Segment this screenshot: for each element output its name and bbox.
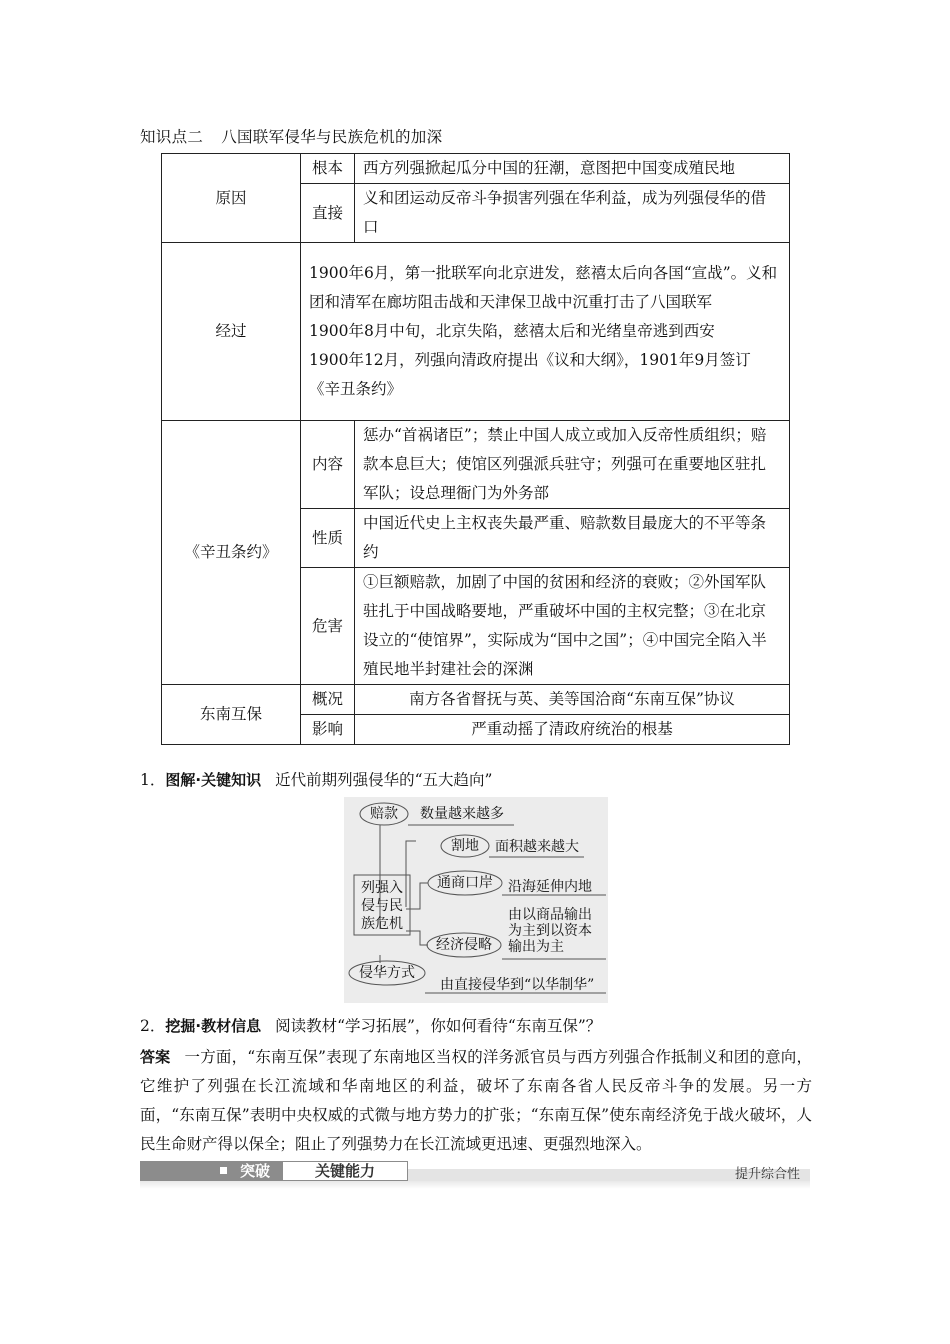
banner-shadow [140, 1181, 810, 1189]
section-banner [140, 1161, 810, 1191]
answer-paragraph [140, 1043, 812, 1159]
impact-label: 影响 [301, 715, 355, 745]
desc-economic: 由以商品输出为主到以资本输出为主 [508, 907, 592, 955]
southeast-label: 东南互保 [162, 685, 301, 745]
content-label: 内容 [301, 421, 355, 509]
mindmap-connector [406, 883, 428, 909]
q1-title: 图解·关键知识 [165, 771, 262, 789]
mindmap-connector [406, 931, 428, 945]
overview-text: 南方各省督抚与英、美等国洽商“东南互保”协议 [355, 685, 790, 715]
answer-label: 答案 [140, 1048, 171, 1066]
center-node: 列强入侵与民族危机 [361, 880, 403, 932]
root-text: 西方列强掀起瓜分中国的狂潮，意图把中国变成殖民地 [355, 154, 790, 184]
process-p3: 1900年12月，列强向清政府提出《议和大纲》，1901年9月签订《辛丑条约》 [309, 351, 751, 398]
cause-label: 原因 [162, 154, 301, 243]
harm-label: 危害 [301, 568, 355, 685]
node-economic: 经济侵略 [436, 937, 492, 953]
knowledge-table [161, 153, 790, 745]
overview-label: 概况 [301, 685, 355, 715]
section-heading [140, 125, 442, 147]
node-land: 割地 [451, 838, 479, 854]
q2-text: 阅读教材“学习拓展”，你如何看待“东南互保”？ [275, 1017, 602, 1035]
direct-label: 直接 [301, 184, 355, 243]
treaty-label: 《辛丑条约》 [162, 421, 301, 685]
process-text [301, 243, 790, 421]
desc-method: 由直接侵华到“以华制华” [440, 977, 595, 993]
root-label: 根本 [301, 154, 355, 184]
q2-number: 2． [140, 1017, 166, 1035]
q1-number: 1． [140, 771, 166, 789]
banner-right-text: 提升综合性 [734, 1167, 800, 1182]
banner-tag: 突破 [240, 1162, 271, 1180]
node-method: 侵华方式 [359, 965, 415, 981]
process-label: 经过 [162, 243, 301, 421]
harm-text: ①巨额赔款，加剧了中国的贫困和经济的衰败；②外国军队驻扎于中国战略要地，严重破坏中国的主权完整；③在北京设立的“使馆界”，实际成为“国中之国”；④中国完全陷入半殖民地半封建社会的深渊 [355, 568, 790, 685]
desc-land: 面积越来越大 [495, 839, 579, 855]
direct-text: 义和团运动反帝斗争损害列强在华利益，成为列强侵华的借口 [355, 184, 790, 243]
node-indemnity: 赔款 [370, 806, 398, 822]
section-title: 八国联军侵华与民族危机的加深 [221, 128, 443, 146]
nature-label: 性质 [301, 509, 355, 568]
banner-title: 关键能力 [314, 1162, 375, 1180]
answer-text: 一方面，“东南互保”表现了东南地区当权的洋务派官员与西方列强合作抵制义和团的意向，它维护了列强在长江流域和华南地区的利益，破坏了东南各省人民反帝斗争的发展。另一方面，“东南互保”表明中央权威的式微与地方势力的扩张；“东南互保”使东南经济免于战火破坏，人民生命财产得以保全；阻止了列强势力在长江流域更迅速、更强烈地深入。 [140, 1048, 812, 1153]
content-text: 惩办“首祸诸臣”；禁止中国人成立或加入反帝性质组织；赔款本息巨大；使馆区列强派兵驻守；列强可在重要地区驻扎军队；设总理衙门为外务部 [355, 421, 790, 509]
q1-text: 近代前期列强侵华的“五大趋向” [275, 771, 493, 789]
mindmap-diagram [344, 797, 608, 1003]
desc-ports: 沿海延伸内地 [508, 879, 592, 895]
square-bullet-icon [220, 1167, 227, 1174]
process-p1: 1900年6月，第一批联军向北京进发，慈禧太后向各国“宣战”。义和团和清军在廊坊阻击战和天津保卫战中沉重打击了八国联军 [309, 264, 778, 311]
question-2 [140, 1014, 601, 1036]
impact-text: 严重动摇了清政府统治的根基 [355, 715, 790, 745]
section-number: 知识点二 [140, 128, 204, 146]
node-ports: 通商口岸 [437, 875, 493, 891]
process-p2: 1900年8月中旬，北京失陷，慈禧太后和光绪皇帝逃到西安 [309, 322, 715, 340]
question-1 [140, 768, 492, 790]
q2-title: 挖掘·教材信息 [165, 1017, 262, 1035]
desc-indemnity: 数量越来越多 [420, 806, 504, 822]
nature-text: 中国近代史上主权丧失最严重、赔款数目最庞大的不平等条约 [355, 509, 790, 568]
